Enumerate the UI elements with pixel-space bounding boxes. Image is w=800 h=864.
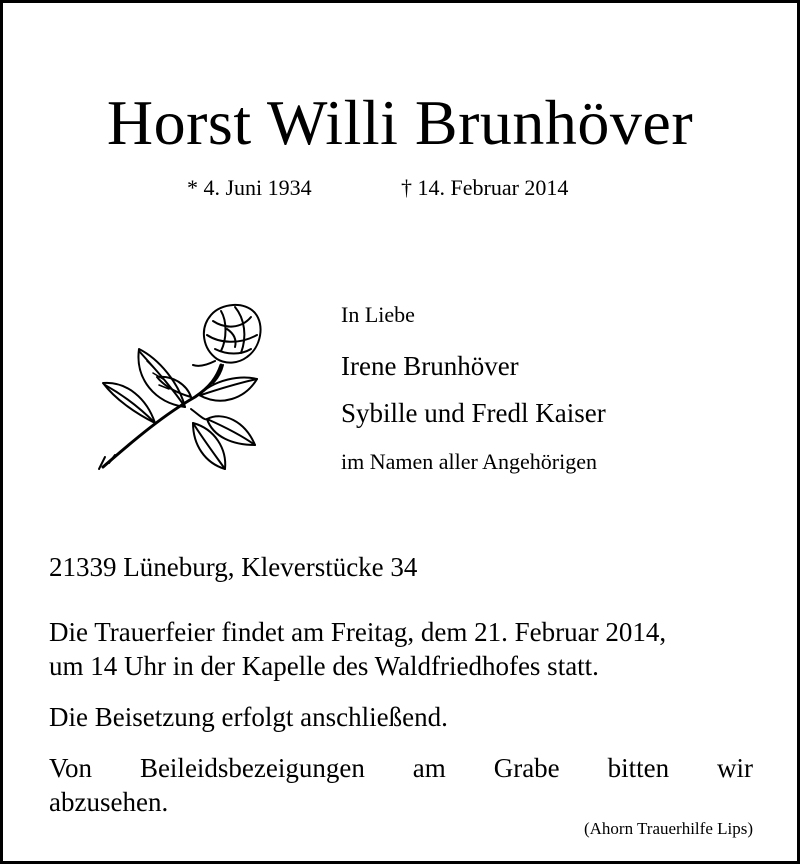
address: 21339 Lüneburg, Kleverstücke 34: [49, 552, 418, 582]
burial-text: Die Beisetzung erfolgt anschließend.: [49, 702, 448, 732]
mourner-name: Sybille und Fredl Kaiser: [341, 398, 606, 428]
rose-icon: [95, 299, 267, 473]
ceremony-line: um 14 Uhr in der Kapelle des Waldfriedhofes statt.: [49, 651, 599, 681]
condolences-line: abzusehen.: [49, 787, 169, 817]
deceased-name: Horst Willi Brunhöver: [106, 87, 694, 158]
mourner-name: Irene Brunhöver: [341, 351, 519, 381]
mourners-outro: im Namen aller Angehörigen: [341, 449, 597, 474]
ceremony-line: Die Trauerfeier findet am Freitag, dem 21. Februar 2014,: [49, 617, 667, 647]
birth-date: * 4. Juni 1934: [187, 175, 312, 200]
condolences-line: Von Beileidsbezeigungen am Grabe bitten wir: [49, 753, 753, 783]
mourners-intro: In Liebe: [341, 302, 415, 327]
undertaker-credit: (Ahorn Trauerhilfe Lips): [583, 819, 753, 838]
death-date: † 14. Februar 2014: [401, 175, 569, 200]
